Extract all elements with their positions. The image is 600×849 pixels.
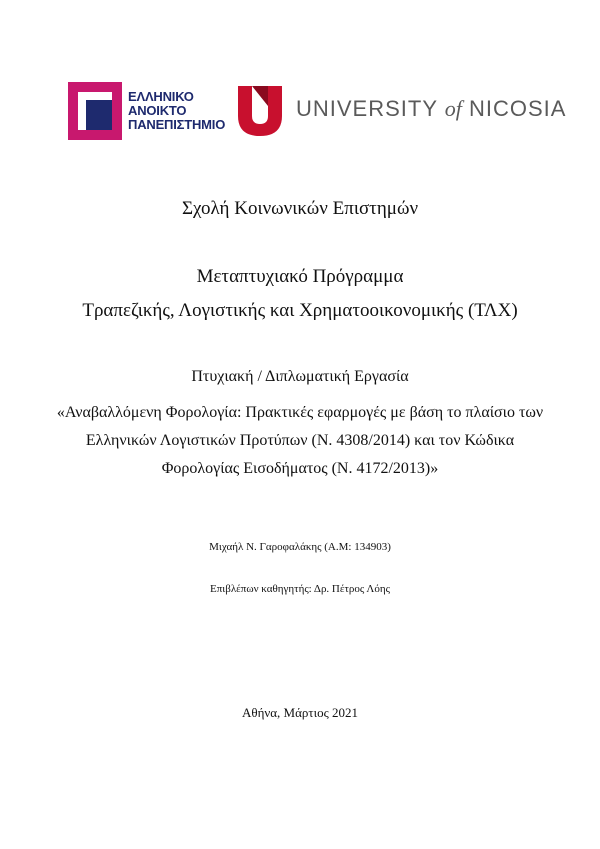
thesis-title-line2: Ελληνικών Λογιστικών Προτύπων (Ν. 4308/2014) και τον Κώδικα — [85, 432, 515, 449]
eap-logo-line: ΕΛΛΗΝΙΚΟ — [128, 89, 194, 104]
program-title-line2: Τραπεζικής, Λογιστικής και Χρηματοοικονομικής (ΤΛΧ) — [82, 300, 518, 321]
eap-emblem-icon — [68, 82, 122, 140]
supervisor-name: Επιβλέπων καθηγητής: Δρ. Πέτρος Λόης — [210, 583, 390, 595]
unic-logo-word: UNIVERSITY — [296, 96, 438, 121]
place-and-date: Αθήνα, Μάρτιος 2021 — [241, 705, 359, 720]
unic-logo-word: of — [444, 96, 462, 121]
eap-logo-text — [128, 90, 225, 132]
school-name: Σχολή Κοινωνικών Επιστημών — [181, 198, 419, 219]
author-name: Μιχαήλ Ν. Γαροφαλάκης (Α.Μ: 134903) — [209, 541, 391, 553]
hellenic-open-university-logo — [68, 82, 228, 140]
thesis-type: Πτυχιακή / Διπλωματική Εργασία — [191, 368, 409, 385]
eap-logo-line: ΠΑΝΕΠΙΣΤΗΜΙΟ — [128, 117, 226, 132]
university-of-nicosia-logo — [238, 86, 567, 136]
unic-logo-text — [296, 96, 566, 122]
unic-logo-word: NICOSIA — [469, 96, 567, 121]
unic-emblem-icon — [238, 86, 282, 136]
eap-logo-line: ΑΝΟΙΚΤΟ — [128, 103, 187, 118]
thesis-title-line1: «Αναβαλλόμενη Φορολογία: Πρακτικές εφαρμογές με βάση το πλαίσιο των — [56, 404, 544, 421]
program-title-line1: Μεταπτυχιακό Πρόγραμμα — [196, 266, 404, 287]
thesis-title-line3: Φορολογίας Εισοδήματος (Ν. 4172/2013)» — [161, 460, 439, 477]
logo-bar — [0, 80, 600, 142]
